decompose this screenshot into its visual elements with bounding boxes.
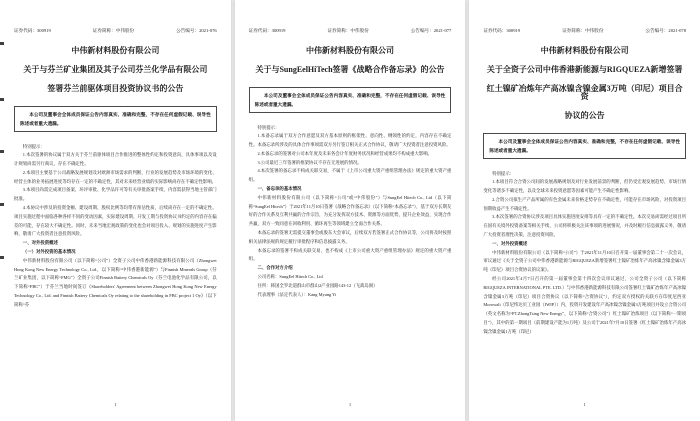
note-paragraph: 2.本备忘录的签署对公司本年度及未来各会计年度财务状况和经营成果均不构成重大影响。: [257, 150, 432, 156]
doc-title-line: 关于与SungEelHiTech签署《战略合作备忘录》的公告: [255, 64, 445, 74]
stock-code: 证券代码：300919: [14, 28, 51, 33]
body-paragraph: 中伟新材料股份有限公司（以下简称“公司”）于2021年11月10日召开第一届董事会第二十一次会议，审议通过《关于全资子公司中伟香港新能源与RIGQUEZA新增签署红土镍矿冶炼年产高冰镍含镍金属3万吨（印尼）项目合资协议的议案》。: [483, 249, 687, 273]
doc-title: [483, 47, 686, 131]
note-paragraph: 1.本项目符合合资公司间的发展战略规划及对行业发展前景的判断，但仍受宏观发展趋势、市场行情变化等诸多不确定性，以及全球未来投资意愿等因素可能产生不确定性影响。: [483, 179, 687, 194]
note-paragraph: 2.本项目主要基于公司战略发展规划及对欧洲市场需求的判断，行业的发展趋势及市场环境的变化、经营主体的业务拓展进度等均存在一定的不确定性，其对未来经营业绩的实际影响尚存在不确定性影响。: [14, 169, 217, 184]
doc-title-line: 签署芬兰前驱体项目投资协议书的公告: [47, 83, 184, 93]
stock-abbr: 证券简称：中伟股份: [92, 28, 135, 33]
announcement-page-rigqueza: [469, 0, 700, 421]
section-heading: 一、对外投资概述: [22, 240, 58, 246]
doc-header-row: [249, 28, 452, 34]
section-heading: 一、对外投资概述: [492, 240, 528, 246]
announcement-page-finland: [0, 0, 231, 421]
body-paragraph: 经公司2021年4月7日召开的第一届董事会第十四次会议审议通过，公司全资子公司（以下简称RIGQUEZA INTERNATIONAL PTE. LTD.）与中伟香港新能源科技有限公司签署红土镍矿冶炼年产高冰镍含镍金属3万吨（印尼）项目合资协议（以下简称“合资协议”），约定双方授权的关联方在印度尼西亚Morowali（印尼纬达贝工业园（IWIP））内，投资开发建设年产高冰镍含镍金属3万吨项目并设立合资公司（英文名称为“PT.ZhongTsing New Energy”，以下简称“合资公司”）红土镍矿冶炼项目（以下简称“一期项目”），其中的第一期项目（前期建设产能为1万吨）及公司于2021年7月10日签署《红土镍矿冶炼年产高冰镍含镍金属1万吨（印尼）: [483, 276, 687, 334]
announcement-number: 公告编号：2021-078: [645, 28, 687, 33]
stock-code: 证券代码：300919: [483, 28, 521, 33]
announcement-number: 公告编号：2021-076: [176, 28, 217, 33]
section-heading: 一、备忘录的基本情况: [257, 186, 302, 192]
doc-header-row: [483, 28, 686, 34]
scan-artifact-mark: [0, 42, 4, 45]
note-paragraph: 2.合资公司拟生产产品所属的有色金属未来价格走势存在不确定性，可能存在市场风险，对投资项目预期收益产生不确定性。: [483, 196, 687, 211]
company-info-line: 代表理事（法定代表人）：Kang Myung Yi: [257, 291, 337, 297]
stock-abbr: 证券简称：中伟股份: [562, 28, 604, 33]
doc-title-line: 关于全资子公司中伟香港新能源与RIGQUEZA新增签署: [486, 64, 683, 74]
doc-title-line: 红土镍矿冶炼年产高冰镍含镍金属3万吨（印尼）项目合资: [486, 83, 683, 101]
doc-body: [14, 139, 217, 310]
disclaimer-box: 本公司及董事会全体成员保证公告内容真实、准确和完整，不存在任何虚假记载、误导性陈述或者重大遗漏。: [483, 133, 686, 159]
note-paragraph: 4.本协议中涉及的投资金额、建设周期、股权比例等均带有预估性质，后续尚存在一定的不确定性。项目实施过程中面临各种各样不同的变动因素，实际建设周期、开发工期与投资协议书约定的内容存在偏差的可能，存在较大不确定性。同时，未来当地宏观政策的变化也会对项目投入、规划的实施进度产生影响，敬请广大投资者注意投资风险。: [14, 205, 217, 237]
doc-body: [249, 120, 452, 300]
section-heading: 二、合作对方介绍: [257, 265, 293, 271]
body-paragraph: 中伟新材料股份有限公司（以下简称“公司”）全资子公司中伟香港新能源科技有限公司（Zhongwei Hong Kong New Energy Technology Co., Ltd.，以下简称“中伟香港新能源”）与Finnish Minerals Group（芬兰矿业集团，以下简称“FMG”）全资子公司Finnish Battery Chemicals Oy（芬兰电池化学品有限公司，以下简称“FBC”）于芬兰当地时间签订《Shareholders' Agreement between Zhongwei Hong Kong New Energy Technology Co., Ltd. and Finnish Battery Chemicals Oy relating to the shareholding in FBC project 1 Oy》（以下简称“芬: [14, 257, 217, 307]
doc-title-line: 关于与芬兰矿业集团及其子公司芬兰化学品有限公司: [23, 64, 208, 74]
scan-artifact-mark: [0, 98, 4, 101]
disclaimer-box: 本公司及董事会全体成员保证公告内容真实、准确和完整，不存在任何虚假记载、误导性陈述或者重大遗漏。: [249, 87, 452, 113]
subsection-heading: （一）对外投资的基本情况: [22, 249, 76, 255]
doc-title-line: 中伟新材料股份有限公司: [540, 45, 629, 55]
special-note-label: 特别提示：: [492, 170, 515, 176]
doc-title: [249, 47, 452, 85]
page-number: 1: [583, 402, 586, 407]
body-paragraph: 本备忘录的签署不构成关联交易，也不构成《上市公司重大资产重组管理办法》规定的重大资产重组。: [248, 247, 452, 262]
company-info-line: 公司名称：SungEel Hitech Co., Ltd: [257, 274, 323, 280]
stock-code: 证券代码：300919: [248, 28, 286, 33]
doc-title-line: 中伟新材料股份有限公司: [71, 45, 160, 55]
note-paragraph: 3.公司最近三年签署的框架协议不存在无进展的情况。: [257, 159, 362, 165]
page-number: 1: [348, 402, 352, 407]
page-number: 1: [114, 402, 117, 407]
announcement-page-sungeel: [235, 0, 466, 421]
note-paragraph: 3.本次签署的合资协议涉及项目具体实施进度安排等具有一定的不确定性。本次交易尚需经过项目所在国有关境外投资备案等相关手续，公司将积极关注该事项的进展情况，并及时履行信息披露义务，敬请广大投资者理性决策，注意投资风险。: [483, 214, 687, 238]
doc-title-line: 协议的公告: [564, 110, 605, 120]
body-paragraph: 本备忘录的签署无需提交董事会或股东大会审议，后续双方若签署正式合作协议等，公司将及时按照相关法律法规的规定履行审批程序和信息披露义务。: [248, 230, 452, 244]
special-note-label: 特别提示：: [257, 124, 280, 130]
body-paragraph: 中伟新材料股份有限公司（以下简称“公司”或“中伟股份”）与SungEel Hitech Co., Ltd（以下简称“SungEel Hitech”）于2021年11月10日签署《战略合作备忘录》（以下简称“本备忘录”），基于双方长期友好的合作关系及互利共赢的合作宗旨，为充分发挥双方技术、资源等方面优势，提升企业效益，实现合作共赢，双方一致同意在回收利用、循环再生等领域建立全面合作关系。: [248, 194, 452, 227]
special-note-label: 特别提示：: [22, 143, 45, 149]
scan-artifact-mark: [0, 256, 4, 259]
note-paragraph: 1.本次签署的协议属于双方关于芬兰前驱体项目合作推进的整体性约定和投资意向，具体事项以及设计规划尚需另行商议，存在不确定性。: [14, 152, 217, 167]
note-paragraph: 4.本次签署的备忘录不构成关联交易，不属于《上市公司重大资产重组管理办法》规定的重大资产重组。: [248, 168, 452, 183]
doc-title: [14, 47, 217, 104]
disclaimer-box: 本公司及董事会全体成员保证公告内容真实、准确和完整，不存在任何虚假记载、误导性陈述或者重大遗漏。: [14, 106, 217, 132]
doc-title-line: 中伟新材料股份有限公司: [306, 45, 394, 55]
note-paragraph: 3.本项目尚需完成项目备案、环评审批、化学品许可等有关审批备案手续，内容需获得当地主管部门批准。: [14, 187, 217, 202]
scan-artifact-mark: [0, 203, 4, 206]
doc-body: [483, 166, 686, 337]
stock-abbr: 证券简称：中伟股份: [327, 28, 369, 33]
scan-artifact-mark: [0, 150, 4, 153]
company-info-line: 住所：韩国全罗北道群山市群山2产业园路143-12（飞禽岛洞）: [257, 282, 378, 288]
announcement-number: 公告编号：2021-077: [410, 28, 452, 33]
doc-header-row: [14, 28, 217, 34]
note-paragraph: 1.本备忘录属于双方合作意愿及双方基本原则的框架性、意向性、纲领性的约定，内容存在不确定性。本备忘录所涉及的具体合作事项需双方另行签订相关正式合作协议，敬请广大投资者注意投资风险。: [248, 133, 452, 148]
